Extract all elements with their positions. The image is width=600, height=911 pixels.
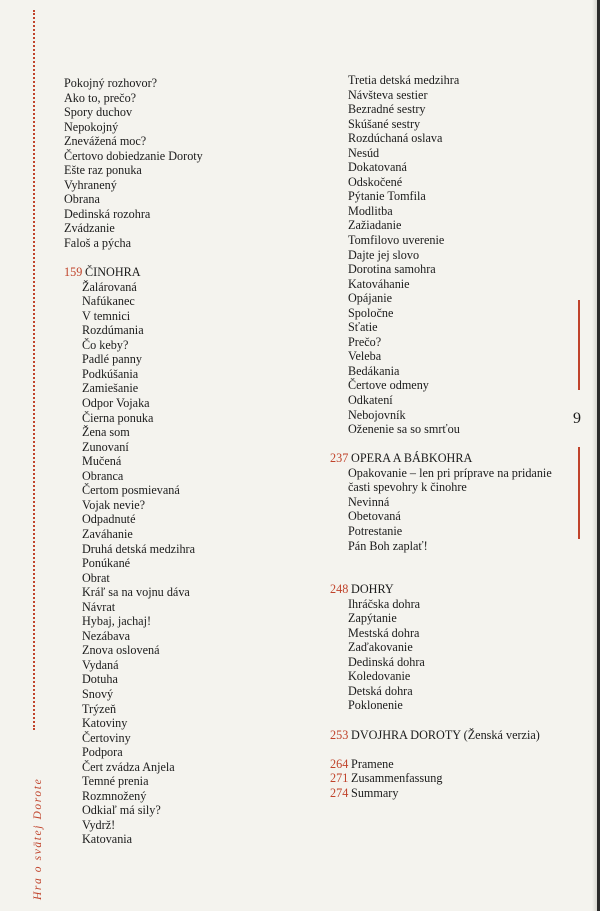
toc-entry: Bezradné sestry: [348, 102, 426, 117]
page-edge: [592, 0, 600, 911]
toc-entry: Žena som: [82, 425, 130, 440]
toc-entry: Znova oslovená: [82, 643, 160, 658]
toc-entry: Katováhanie: [348, 276, 410, 291]
toc-cinohra-list: [64, 280, 324, 847]
toc-entry: Znevážená moc?: [64, 134, 147, 149]
toc-entry: Zapýtanie: [348, 611, 397, 626]
toc-entry: Detská dohra: [348, 683, 413, 698]
spine-title: [32, 740, 46, 900]
toc-entry: Čert zvádza Anjela: [82, 759, 175, 774]
toc-entry: Návšteva sestier: [348, 87, 428, 102]
toc-entry: Zunovaní: [82, 439, 129, 454]
toc-entry: Temné prenia: [82, 774, 149, 789]
toc-entry: Rozdúmania: [82, 323, 144, 338]
spine-title-text: Hra o svätej Dorote: [32, 777, 44, 900]
toc-final-entry: [330, 771, 570, 786]
toc-entry: Odkiaľ má sily?: [82, 803, 161, 818]
toc-entry: Vydaná: [82, 657, 119, 672]
toc-section-cinohra: [64, 265, 324, 280]
toc-entry: Hybaj, jachaj!: [82, 614, 152, 629]
toc-entry: Mestská dohra: [348, 625, 420, 640]
toc-entry: Druhá detská medzihra: [82, 541, 196, 556]
toc-entry: Odkatení: [348, 393, 393, 408]
toc-entry: Zaďakovanie: [348, 640, 413, 655]
toc-entry: Čertom posmievaná: [82, 483, 180, 498]
toc-final-entry: [330, 786, 570, 801]
toc-entry: Katovania: [82, 832, 133, 847]
toc-entry: Nezábava: [82, 628, 131, 643]
toc-opera-list: [330, 466, 570, 553]
toc-entry: Skúšané sestry: [348, 116, 421, 131]
toc-left-top-list: [64, 76, 324, 251]
toc-entry: Modlitba: [348, 203, 393, 218]
toc-entry: Opájanie: [348, 291, 392, 306]
toc-entry: Poklonenie: [348, 698, 403, 713]
toc-section-dohry: [330, 582, 570, 597]
toc-entry: Vydrž!: [82, 817, 116, 832]
toc-entry: Dedinská dohra: [348, 654, 425, 669]
section-title: OPERA A BÁBKOHRA: [351, 451, 473, 466]
toc-final-entry: [330, 757, 570, 772]
section-title: DVOJHRA DOROTY (Ženská verzia): [351, 727, 540, 742]
toc-entry: Tretia detská medzihra: [348, 73, 460, 87]
toc-entry: Zvádzanie: [64, 221, 115, 236]
entry-title: Zusammenfassung: [348, 771, 443, 786]
section-title: DOHRY: [351, 582, 394, 597]
toc-entry: Nafúkanec: [82, 294, 135, 309]
toc-entry: Čo keby?: [82, 337, 129, 352]
toc-entry: Vyhranený: [64, 177, 117, 192]
page-number: 9: [573, 410, 581, 427]
toc-entry: Obrana: [64, 192, 100, 207]
toc-entry: Odpadnuté: [82, 512, 136, 527]
toc-entry: Vojak nevie?: [82, 497, 146, 512]
toc-right-column: [330, 73, 570, 800]
toc-entry: Kráľ sa na vojnu dáva: [82, 585, 190, 600]
toc-entry: V temnici: [82, 308, 131, 323]
entry-title: Summary: [348, 785, 399, 800]
toc-entry: Ako to, prečo?: [64, 90, 137, 105]
entry-page-number: 264: [330, 756, 349, 771]
toc-entry: Potrestanie: [348, 523, 403, 538]
toc-entry: Rozdúchaná oslava: [348, 131, 443, 146]
toc-entry: Koledovanie: [348, 669, 411, 684]
toc-entry: Zamiešanie: [82, 381, 139, 396]
toc-left-column: [64, 76, 324, 847]
entry-page-number: 274: [330, 785, 349, 800]
section-page-number: 237: [330, 451, 349, 466]
toc-entry: Čertove odmeny: [348, 378, 429, 393]
toc-entry: Ešte raz ponuka: [64, 163, 142, 178]
section-page-number: 248: [330, 582, 349, 597]
toc-entry: Zažiadanie: [348, 218, 402, 233]
toc-entry: Tomfilovo uverenie: [348, 233, 445, 248]
toc-entry: Návrat: [82, 599, 116, 614]
toc-entry: Pýtanie Tomfila: [348, 189, 426, 204]
toc-entry: Žalárovaná: [82, 279, 137, 294]
toc-entry: Obranca: [82, 468, 124, 483]
toc-entry: Opakovanie – len pri príprave na pridanie: [348, 465, 552, 480]
toc-entry: Odskočené: [348, 174, 403, 189]
section-title: ČINOHRA: [85, 265, 141, 280]
toc-entry: Padlé panny: [82, 352, 142, 367]
toc-entry: Trýzeň: [82, 701, 117, 716]
toc-entry: Veleba: [348, 349, 382, 364]
toc-entry: Sťatie: [348, 320, 378, 335]
toc-entry: Dedinská rozohra: [64, 206, 151, 221]
red-vertical-rule-top: [578, 300, 580, 390]
toc-dohry-list: [330, 597, 570, 713]
toc-entry: Nebojovník: [348, 407, 406, 422]
toc-entry: Nevinná: [348, 494, 390, 509]
toc-entry: Obrat: [82, 570, 110, 585]
toc-entry: Mučená: [82, 454, 122, 469]
toc-entry: Nepokojný: [64, 119, 119, 134]
toc-entry: Pán Boh zaplať!: [348, 538, 428, 553]
toc-entry: Čierna ponuka: [82, 410, 154, 425]
toc-entry: Rozmnožený: [82, 788, 147, 803]
toc-entry: Dajte jej slovo: [348, 247, 420, 262]
toc-entry: Bedákania: [348, 363, 400, 378]
toc-entry: Spoločne: [348, 305, 394, 320]
section-page-number: 159: [64, 265, 83, 280]
toc-entry: Obetovaná: [348, 509, 401, 524]
toc-entry: Ponúkané: [82, 556, 131, 571]
toc-entry: Čertovo dobiedzanie Doroty: [64, 148, 203, 163]
section-page-number: 253: [330, 727, 349, 742]
toc-entry: Snový: [82, 686, 114, 701]
toc-entry: Dorotina samohra: [348, 262, 436, 277]
toc-entry: Nesúd: [348, 145, 380, 160]
toc-entry: Oženenie sa so smrťou: [348, 422, 460, 437]
red-vertical-rule-bottom: [578, 447, 580, 539]
toc-entry: Dokatovaná: [348, 160, 407, 175]
toc-section-dvojhra: [330, 728, 570, 743]
toc-entry: Zaváhanie: [82, 526, 133, 541]
toc-entry: Prečo?: [348, 334, 382, 349]
toc-entry: Podpora: [82, 745, 123, 760]
toc-right-top-list: [330, 73, 570, 437]
toc-entry: Ihráčska dohra: [348, 596, 421, 611]
toc-entry: Čertoviny: [82, 730, 131, 745]
toc-entry: Podkúšania: [82, 366, 139, 381]
toc-entry: Odpor Vojaka: [82, 396, 150, 411]
dotted-margin-line: [33, 10, 37, 730]
entry-title: Pramene: [348, 756, 394, 771]
toc-entry: Faloš a pýcha: [64, 236, 132, 251]
toc-entry: Pokojný rozhovor?: [64, 76, 158, 90]
toc-entry: časti spevohry k činohre: [348, 480, 467, 495]
toc-entry: Spory duchov: [64, 105, 133, 120]
toc-entry: Katoviny: [82, 716, 128, 731]
toc-entry: Dotuha: [82, 672, 118, 687]
toc-final-list: [330, 757, 570, 801]
toc-section-opera: [330, 451, 570, 466]
entry-page-number: 271: [330, 771, 349, 786]
